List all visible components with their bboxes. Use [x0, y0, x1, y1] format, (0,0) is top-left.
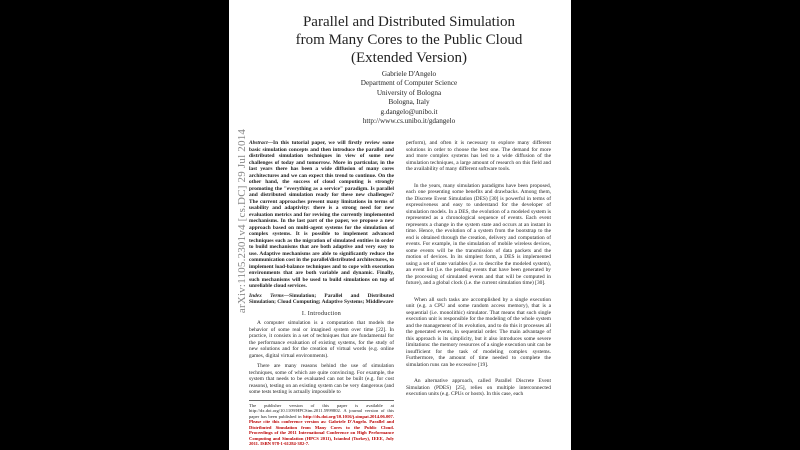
right-paragraph-1: perform), and often it is necessary to explore many different solutions in order to choose the best one. The demand for more and more complex systems has led to a wide diffusion of the simulation techniques, a large amount of research on this field and the availability of many different software tools.	[406, 140, 551, 172]
paper-title-line-2: from Many Cores to the Public Cloud	[295, 32, 523, 48]
author-university: University of Bologna	[376, 88, 442, 97]
section-heading-introduction: I. Introduction	[301, 310, 342, 317]
right-paragraph-2: In the years, many simulation paradigms have been proposed, each one presenting some benefits and drawbacks. Among them, the Discrete Event Simulation (DES) [30] is powerful in terms of expressiveness and easy to understand for the developer of simulation models. In a DES, the evolution of a modeled system is represented as a chronological sequence of events. Each event represents a change in the system state and occurs at an instant in time. Hence, the evolution of a system from the bootstrap to the end is obtained through the creation, delivery and computation of events. For example, in the simulation of mobile wireless devices, some events will be the transmission of data packets and the motion of devices. In its simplest form, a DES is implemented using a set of state variables (i.e. to describe the modeled system), an event list (i.e. the pending events that have been generated by the processing of simulated events and that will be computed in future), and a global clock (i.e. the current simulation time) [30].	[406, 182, 551, 286]
author-name: Gabriele D'Angelo	[381, 70, 437, 78]
author-city: Bologna, Italy	[388, 98, 430, 107]
left-paragraph-1: A computer simulation is a computation that models the behavior of some real or imagined system over time [22]. In practice, it consists in a set of techniques that are fundamental for the performance evaluation of existing systems, for the study of new solutions and for the creation of virtual words (e.g. online games, digital virtual environments).	[249, 320, 394, 359]
right-column	[406, 140, 551, 402]
author-url[interactable]: http://www.cs.unibo.it/gdangelo	[362, 117, 456, 126]
abstract-label: Abstract	[249, 140, 268, 146]
index-terms	[249, 293, 394, 306]
author-block	[259, 70, 559, 126]
right-paragraph-3: When all such tasks are accomplished by a single execution unit (e.g. a CPU and some random access memory), that is a sequential (i.e. monolithic) simulator. That means that such single execution unit is responsible for the modeling of the whole system and the management of its evolution, and to do this it processes all the generated events, in sequential order. The main advantage of this approach is its simplicity, but it also introduces some severe limitations: the memory resources of a single execution unit can be insufficient for the task of modeling complex systems. Furthermore, the amount of time needed to complete the simulation runs can be excessive [19].	[406, 296, 551, 368]
footnote-text: The publisher version of this paper is available at http://dx.doi.org/10.1109/HPCSim.2011.5999802. A journal version of this paper has been published in	[249, 402, 394, 419]
index-terms-text: —Simulation; Parallel and Distributed Simulation; Cloud Computing; Adaptive Systems; Middleware	[249, 292, 395, 305]
left-paragraph-2: There are many reasons behind the use of simulation techniques, some of which are quite convincing. For example, the system that needs to be evaluated can not be built (e.g. for cost reasons), testing on an existing system can be very dangerous (and some tests testing is actually impossible to	[249, 363, 394, 395]
arxiv-identifier: arXiv:1105.2301v4 [cs.DC] 29 Jul 2014	[236, 128, 248, 314]
paper-title-line-1: Parallel and Distributed Simulation	[302, 14, 516, 30]
abstract	[249, 140, 394, 290]
paper-page	[229, 0, 571, 450]
footnote-citation-notice[interactable]: http://dx.doi.org/10.1016/j.simpat.2014.06.007. Please cite this conference version as: Gabriele D'Angelo. Parallel and Distributed Simulation from Many Cores to the Public Cloud. Proceedings of the 2011 International Conference on High Performance Computing and Simulation (HPCS 2011), Istanbul (Turkey), IEEE, July 2011. ISBN 978-1-61284-382-7.	[249, 413, 394, 446]
paper-title-line-3: (Extended Version)	[351, 50, 467, 66]
left-column	[249, 140, 394, 447]
author-email[interactable]: g.dangelo@unibo.it	[380, 107, 438, 116]
abstract-text: —In this tutorial paper, we will firstly review some basic simulation concepts and then introduce the parallel and distributed simulation techniques in view of some new challenges of today and tomorrow. More in particular, in the last years there has been a wide diffusion of many cores architectures and we can expect this trend to continue. On the other hand, the success of cloud computing is strongly promoting the "everything as a service" paradigm. Is parallel and distributed simulation ready for these new challenges? The current approaches present many limitations in terms of usability and adaptivity: there is a strong need for new evaluation metrics and for revising the currently implemented mechanisms. In the last part of the paper, we propose a new approach based on multi-agent systems for the simulation of complex systems. It is possible to implement advanced techniques such as the migration of simulated entities in order to build mechanisms that are both adaptive and very easy to use. Adaptive mechanisms are able to significantly reduce the communication cost in the parallel/distributed architectures, to implement load-balance techniques and to cope with execution environments that are both variable and dynamic. Finally, such mechanisms will be used to build simulations on top of unreliable cloud services.	[249, 140, 394, 289]
index-terms-label: Index Terms	[249, 292, 284, 299]
footnote	[249, 400, 394, 447]
right-paragraph-4: An alternative approach, called Parallel Discrete Event Simulation (PDES) [25], relies on multiple interconnected execution units (e.g. CPUs or hosts). In this case, each	[406, 378, 551, 397]
author-department: Department of Computer Science	[360, 79, 458, 88]
